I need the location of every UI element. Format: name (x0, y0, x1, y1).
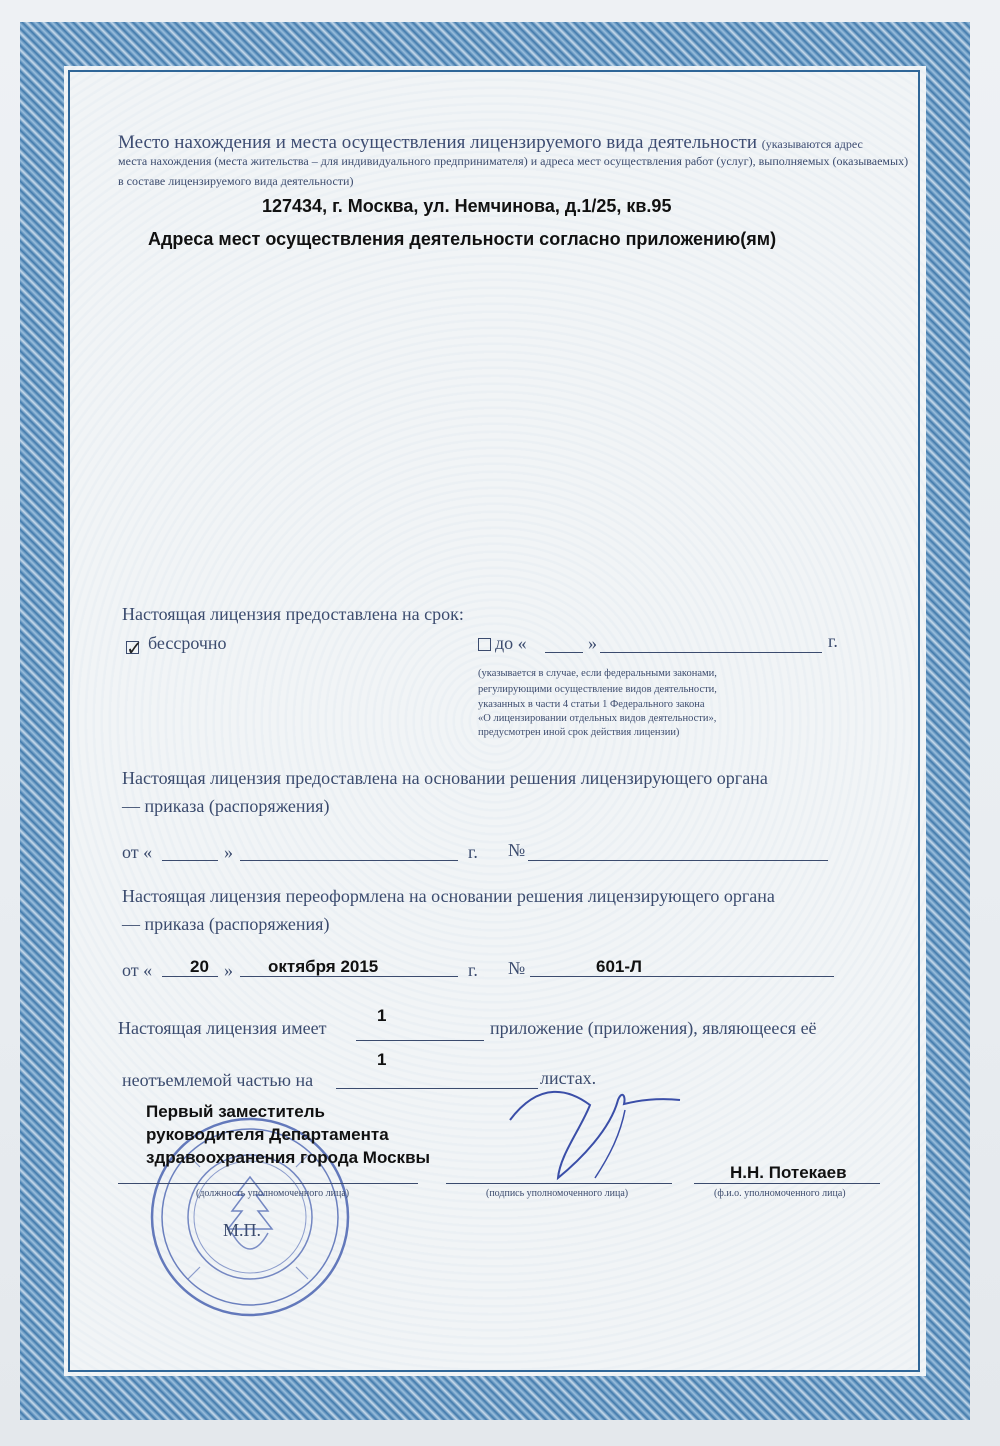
header-title-text: Место нахождения и места осуществления лицензируемого вида деятельности (118, 132, 758, 153)
term-note-1: (указывается в случае, если федеральными законами, (478, 668, 717, 679)
term-note-5: предусмотрен иной срок действия лицензии) (478, 727, 680, 738)
sheets-count: 1 (377, 1050, 387, 1069)
header-line-2: места нахождения (места жительства – для индивидуального предпринимателя) и адреса мест осуществления работ (услуг), выполняемых (оказываемых) (118, 154, 909, 168)
signature-caption: (подпись уполномоченного лица) (486, 1188, 629, 1199)
unlimited-label: бессрочно (148, 633, 227, 653)
header-title-note: (указываются адрес (761, 137, 863, 151)
legal-address: 127434, г. Москва, ул. Немчинова, д.1/25, кв.95 (262, 196, 672, 216)
basis-year-suffix: г. (468, 842, 478, 862)
term-note-3: указанных в части 4 статьи 1 Федерального закона (478, 699, 705, 710)
term-title: Настоящая лицензия предоставлена на срок: (122, 604, 464, 624)
until-date-line (600, 652, 822, 653)
reissue-year-suffix: г. (468, 960, 478, 980)
reissue-number-sign: № (508, 958, 526, 978)
position-line (118, 1183, 418, 1184)
reissue-quote-close: » (224, 960, 233, 980)
seal-place-label: М.П. (223, 1220, 262, 1240)
until-quote-close: » (588, 633, 597, 653)
reissue-month-year: октября 2015 (268, 957, 379, 976)
reissue-subtitle: — приказа (распоряжения) (122, 914, 330, 934)
until-year-suffix: г. (828, 631, 838, 651)
header-line-3: в составе лицензируемого вида деятельности) (118, 174, 354, 188)
term-note-2: регулирующими осуществление видов деятельности, (478, 684, 717, 695)
appendix-count: 1 (377, 1006, 387, 1025)
signatory-position: Первый заместитель руководителя Департамента здравоохранения города Москвы (146, 1102, 431, 1167)
basis-from-label: от « (122, 842, 153, 862)
appendix-label: приложение (приложения), являющееся её (490, 1018, 817, 1038)
reissue-title: Настоящая лицензия переоформлена на основании решения лицензирующего органа (122, 886, 775, 906)
reissue-from-label: от « (122, 960, 153, 980)
position-caption: (должность уполномоченного лица) (196, 1188, 350, 1199)
until-day-line (545, 652, 583, 653)
reissue-number-line (530, 976, 834, 977)
basis-quote-close: » (224, 842, 233, 862)
reissue-number: 601-Л (596, 957, 642, 976)
term-note-4: «О лицензировании отдельных видов деятельности», (478, 713, 717, 724)
integral-part-label: неотъемлемой частью на (122, 1070, 314, 1090)
sheets-label: листах. (540, 1068, 597, 1088)
basis-day-line (162, 860, 218, 861)
basis-number-line (528, 860, 828, 861)
name-line (694, 1183, 880, 1184)
until-label: до « (495, 633, 527, 653)
activity-addresses-note: Адреса мест осуществления деятельности согласно приложению(ям) (148, 229, 777, 249)
basis-title: Настоящая лицензия предоставлена на основании решения лицензирующего органа (122, 768, 768, 788)
signatory-name: Н.Н. Потекаев (730, 1163, 847, 1182)
appendix-count-line (356, 1040, 484, 1041)
header-title (118, 132, 863, 154)
basis-number-sign: № (508, 840, 526, 860)
basis-date-line (240, 860, 458, 861)
handwritten-signature-icon (500, 1060, 700, 1190)
unlimited-check-mark: ✓ (126, 636, 143, 660)
basis-subtitle: — приказа (распоряжения) (122, 796, 330, 816)
name-caption: (ф.и.о. уполномоченного лица) (714, 1188, 846, 1199)
appendix-has-label: Настоящая лицензия имеет (118, 1018, 327, 1038)
signature-line (446, 1183, 672, 1184)
reissue-day: 20 (190, 957, 209, 976)
until-checkbox (478, 638, 491, 651)
